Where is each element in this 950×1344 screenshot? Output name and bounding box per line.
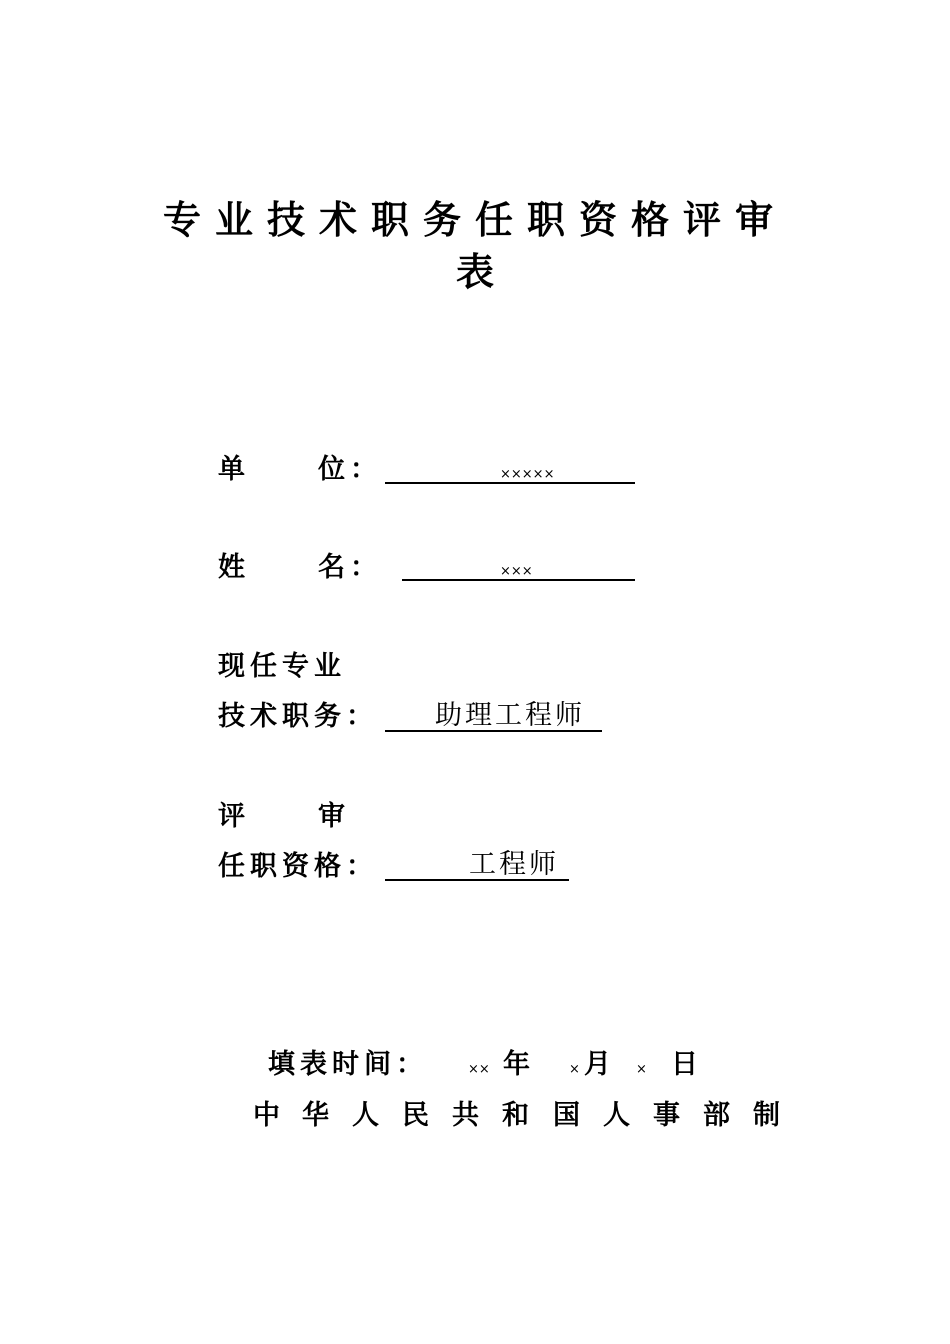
qualification-label-second: 审 <box>318 801 345 832</box>
issuer-char: 部 <box>703 1100 730 1131</box>
unit-label-second: 位： <box>318 454 382 485</box>
issuer-char: 中 <box>253 1100 280 1131</box>
current-title-field-value: 助理工程师 <box>435 700 585 731</box>
form-title-line-1: 专业技术职务任职资格评审 <box>162 198 787 242</box>
issuer-char: 人 <box>352 1100 379 1131</box>
issuer-char: 事 <box>653 1100 680 1131</box>
qualification-label-first: 评 <box>218 801 245 832</box>
issuer-char: 制 <box>753 1100 780 1131</box>
date-month-value[interactable]: × <box>569 1062 580 1077</box>
issuer-char: 华 <box>302 1100 329 1131</box>
qualification-field-value: 工程师 <box>469 849 559 880</box>
form-title-line-2: 表 <box>455 250 494 294</box>
name-label-first: 姓 <box>218 552 245 583</box>
date-month-unit: 月 <box>584 1049 611 1080</box>
unit-label-first: 单 <box>218 454 245 485</box>
unit-field-value: ××××× <box>500 467 555 482</box>
issuer-char: 共 <box>452 1100 479 1131</box>
name-label-second: 名： <box>318 552 382 583</box>
date-year-value[interactable]: ×× <box>468 1062 490 1077</box>
date-label: 填表时间： <box>268 1049 428 1080</box>
date-day-unit: 日 <box>671 1049 698 1080</box>
current-title-label-line-1: 现任专业 <box>218 651 346 682</box>
issuer-char: 人 <box>603 1100 630 1131</box>
qualification-label-line-2: 任职资格： <box>218 851 378 882</box>
name-field-value: ××× <box>500 564 533 579</box>
issuer-char: 国 <box>553 1100 580 1131</box>
date-year-unit: 年 <box>503 1049 530 1080</box>
current-title-label-line-2: 技术职务： <box>218 701 378 732</box>
date-day-value[interactable]: × <box>636 1062 647 1077</box>
issuer-char: 民 <box>402 1100 429 1131</box>
issuer-char: 和 <box>502 1100 529 1131</box>
